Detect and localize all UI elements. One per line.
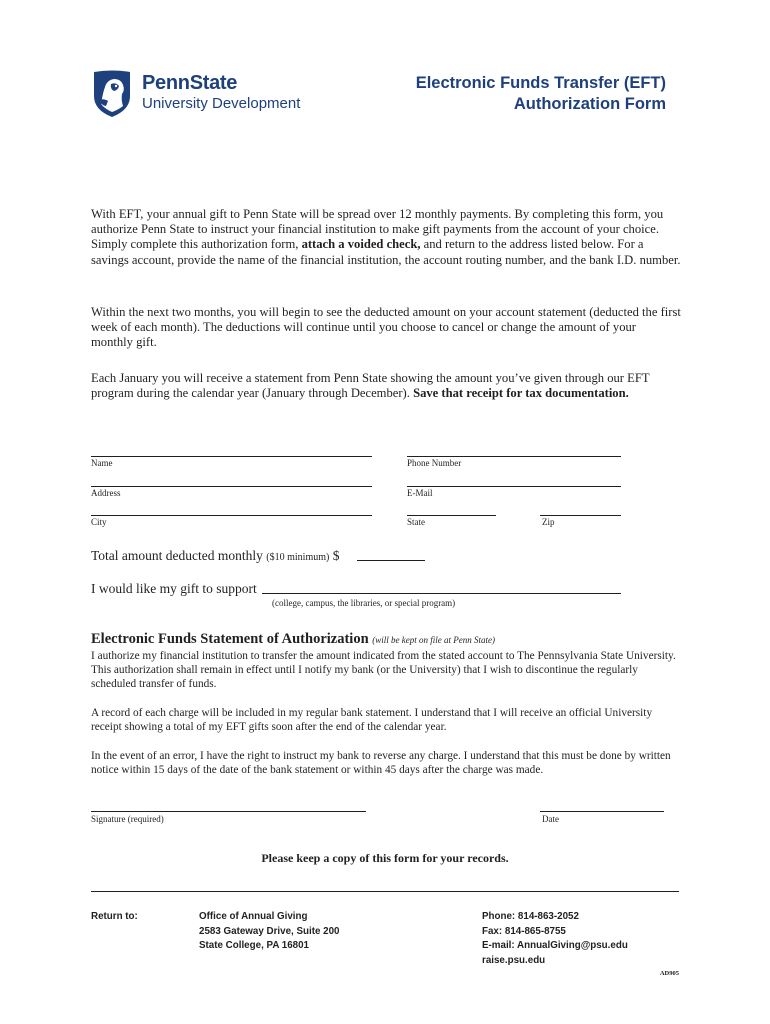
total-amount-row bbox=[91, 548, 339, 564]
return-contact bbox=[482, 910, 628, 968]
email-field[interactable] bbox=[407, 486, 621, 487]
signature-label: Signature (required) bbox=[91, 814, 164, 824]
authorization-title: Electronic Funds Statement of Authorization bbox=[91, 631, 369, 647]
authorization-paragraph-3: In the event of an error, I have the right to instruct my bank to reverse any charge. I understand that this must be done by written notice within 15 days of the date of the bank statement or within 45 days after the charge was made. bbox=[91, 750, 671, 777]
zip-label: Zip bbox=[542, 517, 555, 527]
phone-label: Phone Number bbox=[407, 458, 462, 468]
form-code: AD905 bbox=[659, 970, 679, 977]
intro-paragraph-2: Within the next two months, you will begin to see the deducted amount on your account statement (deducted the first week of each month). The deductions will continue until you choose to cancel or change the amount of your monthly gift. bbox=[91, 305, 681, 350]
form-title-line-1: Electronic Funds Transfer (EFT) bbox=[415, 74, 666, 92]
city-label: City bbox=[91, 517, 107, 527]
state-label: State bbox=[407, 517, 425, 527]
zip-field[interactable] bbox=[540, 515, 621, 516]
date-field[interactable] bbox=[540, 811, 664, 812]
phone-field[interactable] bbox=[407, 456, 621, 457]
intro-p1-text-b: and return to the address listed below. For a savings account, provide the name of the financial institution, the account routing number, and the bank I.D. number. bbox=[91, 237, 681, 267]
address-field[interactable] bbox=[91, 486, 372, 487]
brand-name: PennState bbox=[142, 72, 238, 94]
authorization-paragraph-2: A record of each charge will be included in my regular bank statement. I understand that I will receive an official University receipt showing a total of my EFT gifts soon after the end of the calendar year. bbox=[91, 707, 653, 734]
brand-subtitle: University Development bbox=[142, 95, 301, 112]
name-label: Name bbox=[91, 458, 113, 468]
gift-support-label: I would like my gift to support bbox=[91, 581, 257, 596]
return-fax: Fax: 814-865-8755 bbox=[482, 925, 566, 937]
authorization-note: (will be kept on file at Penn State) bbox=[372, 635, 495, 645]
return-email[interactable]: E-mail: AnnualGiving@psu.edu bbox=[482, 940, 628, 951]
return-address bbox=[199, 910, 340, 954]
signature-field[interactable] bbox=[91, 811, 366, 812]
form-title-line-2: Authorization Form bbox=[513, 95, 666, 113]
return-city: State College, PA 16801 bbox=[199, 940, 309, 951]
gift-support-field[interactable] bbox=[262, 593, 621, 594]
city-field[interactable] bbox=[91, 515, 372, 516]
state-field[interactable] bbox=[407, 515, 496, 516]
address-label: Address bbox=[91, 488, 121, 498]
intro-paragraph-3 bbox=[91, 371, 681, 401]
return-office: Office of Annual Giving bbox=[199, 911, 308, 922]
total-amount-label: Total amount deducted monthly bbox=[91, 548, 263, 563]
email-label: E-Mail bbox=[407, 488, 433, 498]
footer-divider bbox=[91, 891, 679, 892]
intro-paragraph-1 bbox=[91, 207, 681, 268]
total-amount-minimum: ($10 minimum) bbox=[266, 552, 330, 563]
penn-state-shield-icon bbox=[92, 70, 132, 118]
return-website[interactable]: raise.psu.edu bbox=[482, 954, 546, 966]
return-phone: Phone: 814-863-2052 bbox=[482, 911, 579, 922]
keep-copy-notice: Please keep a copy of this form for your records. bbox=[261, 851, 509, 865]
total-amount-currency: $ bbox=[332, 548, 340, 563]
intro-p1-bold: attach a voided check, bbox=[301, 237, 421, 252]
return-street: 2583 Gateway Drive, Suite 200 bbox=[199, 925, 340, 937]
return-to-label: Return to: bbox=[91, 911, 138, 922]
date-label: Date bbox=[542, 814, 559, 824]
intro-p1-text-a: With EFT, your annual gift to Penn State will be spread over 12 monthly payments. By completing this form, you authorize Penn State to instruct your financial institution to make gift payments from the account of your choice. Simply complete this authorization form, bbox=[91, 207, 664, 252]
intro-p3-text: Each January you will receive a statement from Penn State showing the amount you’ve given through our EFT program during the calendar year (January through December). bbox=[91, 371, 650, 401]
gift-support-hint: (college, campus, the libraries, or special program) bbox=[272, 598, 456, 608]
name-field[interactable] bbox=[91, 456, 372, 457]
intro-p3-bold: Save that receipt for tax documentation. bbox=[413, 386, 629, 401]
authorization-paragraph-1: I authorize my financial institution to transfer the amount indicated from the stated account to The Pennsylvania State University. This authorization shall remain in effect until I notify my bank (or the University) that I wish to discontinue the regularly scheduled transfer of funds. bbox=[91, 650, 676, 691]
form-title bbox=[416, 73, 666, 115]
authorization-heading bbox=[91, 631, 495, 648]
total-amount-field[interactable] bbox=[357, 560, 425, 561]
